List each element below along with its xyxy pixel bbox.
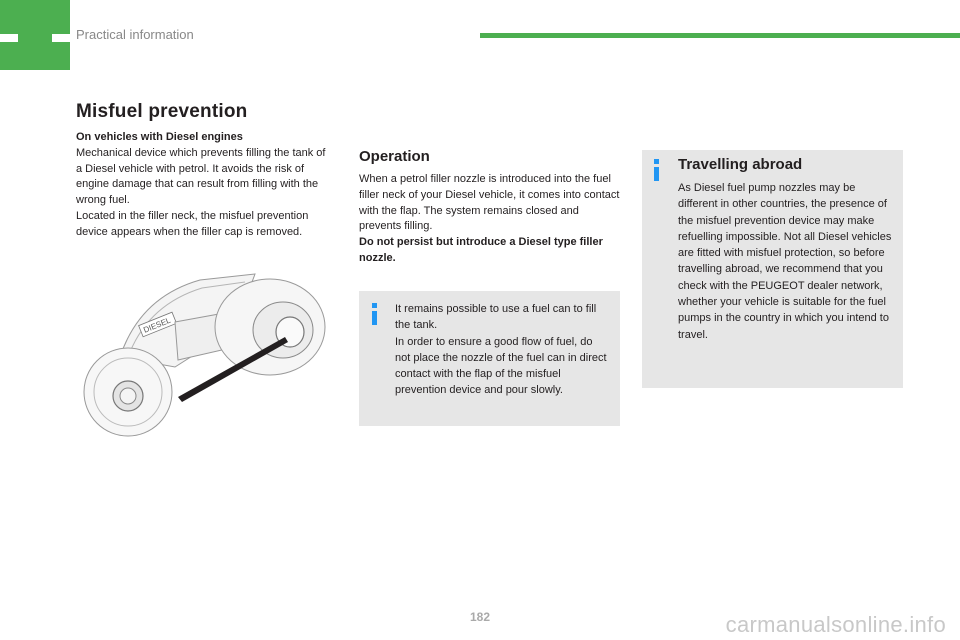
info-box-fuel-can-line1: It remains possible to use a fuel can to fill the tank.: [395, 303, 597, 332]
info-box-fuel-can: [359, 291, 620, 426]
travelling-abroad-heading: Travelling abroad: [678, 156, 803, 173]
intro-text: Mechanical device which prevents filling the tank of a Diesel vehicle with petrol. It avoids the risk of engine damage that can result from filling with the wrong fuel.: [76, 146, 326, 207]
intro-heading: On vehicles with Diesel engines: [76, 131, 243, 143]
intro-text-location: Located in the filler neck, the misfuel prevention device appears when the filler cap is removed.: [76, 209, 309, 238]
watermark: carmanualsonline.info: [725, 612, 946, 637]
operation-text: [359, 172, 621, 267]
section-tab-icon: [0, 0, 70, 70]
operation-warning: Do not persist but introduce a Diesel type filler nozzle.: [359, 236, 603, 264]
section-label: Practical information: [76, 27, 194, 42]
info-box-fuel-can-line2: In order to ensure a good flow of fuel, do not place the nozzle of the fuel can in direct contact with the flap of the misfuel prevention device and pour slowly.: [395, 335, 607, 397]
page-number: 182: [469, 610, 491, 624]
operation-description: When a petrol filler nozzle is introduced into the fuel filler neck of your Diesel vehicle, it comes into contact with the flap. The system remains closed and prevents filling.: [359, 173, 620, 233]
travelling-abroad-text: As Diesel fuel pump nozzles may be different in other countries, the presence of the misfuel prevention device may make refuelling impossible. Not all Diesel vehicles are fitted with misfuel protection, so before travelling abroad, we recommend that you check with the PEUGEOT dealer network, whether your vehicle is suitable for the fuel pumps in the country in which you intend to travel.: [678, 182, 892, 341]
filler-neck-diagram: [80, 272, 330, 447]
info-box-travelling-abroad: [642, 150, 903, 388]
intro-column: [76, 130, 332, 241]
header-divider: [480, 33, 960, 38]
diesel-label: DIESEL: [142, 315, 172, 335]
page-title: Misfuel prevention: [76, 101, 248, 122]
operation-heading: Operation: [359, 148, 430, 165]
info-box-fuel-can-text: [395, 301, 610, 399]
